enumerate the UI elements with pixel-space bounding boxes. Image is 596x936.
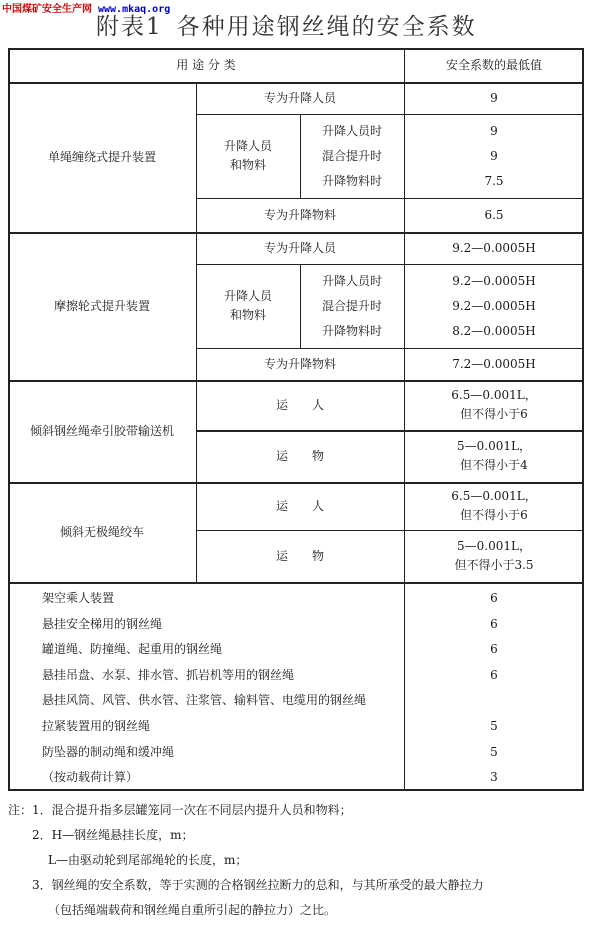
factor-value: 9 <box>490 148 498 163</box>
single-mixed-label <box>196 114 300 198</box>
friction-mixed-label <box>196 264 300 348</box>
single-material-value: 6.5 <box>484 207 504 222</box>
belt-goods-label: 运 物 <box>275 448 324 463</box>
factor-value: 9.2—0.0005H <box>452 298 536 313</box>
divider-row <box>196 430 584 432</box>
category-friction: 摩擦轮式提升装置 <box>53 298 150 313</box>
belt-people-value <box>404 380 584 430</box>
site-url[interactable]: www.mkaq.org <box>98 4 171 15</box>
factor-formula: 6.5—0.001L， <box>451 489 537 504</box>
divider-category-column <box>196 82 197 582</box>
misc-value: 3 <box>490 770 498 785</box>
divider-header <box>8 82 584 84</box>
mixed-label-line: 和物料 <box>229 158 266 172</box>
misc-value: 6 <box>490 667 498 682</box>
divider-row <box>196 348 584 349</box>
misc-value: 6 <box>490 642 498 657</box>
misc-label: 拉紧装置用的钢丝绳 <box>42 718 151 733</box>
note-line: 注：1．混合提升指多层罐笼同一次在不同层内提升人员和物料； <box>8 803 352 817</box>
divider-row <box>196 114 584 115</box>
condition-item: 升降人员时 <box>321 273 382 288</box>
border-outer-left <box>8 48 10 791</box>
misc-value: 6 <box>490 591 498 605</box>
divider-condition-column-1 <box>300 114 301 198</box>
factor-formula: 6.5—0.001L， <box>451 388 537 403</box>
mixed-label-line: 和物料 <box>229 308 266 322</box>
note-line: 3．钢丝绳的安全系数，等于实测的合格钢丝拉断力的总和，与其所承受的最大静拉力 <box>32 878 484 892</box>
condition-item: 混合提升时 <box>321 298 382 313</box>
misc-values <box>404 586 584 791</box>
belt-goods-value <box>404 430 584 482</box>
border-outer-bottom <box>8 789 584 791</box>
divider-condition-column-2 <box>300 264 301 348</box>
category-single-rope: 单绳缠绕式提升装置 <box>47 149 156 164</box>
divider-section <box>8 380 584 382</box>
title-number: 附表1 <box>96 14 163 40</box>
factor-minimum: 但不得小于4 <box>460 458 528 472</box>
misc-label: 悬挂风筒、风管、供水管、注浆管、输料管、电缆用的钢丝绳 <box>42 693 367 708</box>
page-title <box>96 8 477 41</box>
misc-label: 悬挂安全梯用的钢丝绳 <box>42 616 163 631</box>
winch-goods-value <box>404 530 584 582</box>
factor-value: 9.2—0.0005H <box>452 273 536 288</box>
single-material-label: 专为升降物料 <box>263 207 336 222</box>
divider-row <box>196 264 584 265</box>
friction-personnel-label: 专为升降人员 <box>263 240 336 255</box>
winch-people-value <box>404 482 584 530</box>
table-notes <box>8 798 592 923</box>
friction-mixed-values <box>404 264 584 348</box>
friction-personnel-value: 9.2—0.0005H <box>452 240 536 255</box>
divider-section <box>8 232 584 234</box>
factor-value: 7.5 <box>484 173 504 188</box>
mixed-label-line: 升降人员 <box>223 289 272 304</box>
single-personnel-label: 专为升降人员 <box>263 90 336 105</box>
condition-item: 升降物料时 <box>321 323 382 338</box>
misc-labels <box>42 586 404 791</box>
single-mixed-conditions <box>300 114 404 198</box>
winch-goods-label: 运 物 <box>275 548 324 563</box>
divider-row <box>196 198 584 199</box>
friction-material-label: 专为升降物料 <box>263 356 336 371</box>
misc-label: 罐道绳、防撞绳、起重用的钢丝绳 <box>42 642 223 657</box>
misc-label: 防坠器的制动绳和缓冲绳 <box>42 744 175 759</box>
belt-people-label: 运 人 <box>275 397 324 412</box>
divider-row <box>196 530 584 531</box>
factor-minimum: 但不得小于6 <box>460 407 528 421</box>
factor-value: 9 <box>490 123 498 138</box>
header-factor: 安全系数的最低值 <box>445 57 542 72</box>
note-line: （包括绳端载荷和钢丝绳自重所引起的静拉力）之比。 <box>48 903 337 917</box>
friction-mixed-conditions <box>300 264 404 348</box>
misc-value: 5 <box>490 718 498 733</box>
factor-formula: 5—0.001L， <box>457 439 531 454</box>
category-belt-conveyor: 倾斜钢丝绳牵引胶带输送机 <box>29 423 174 438</box>
divider-section <box>8 482 584 484</box>
note-line: 2．H—钢丝绳悬挂长度，m； <box>32 828 194 842</box>
factor-minimum: 但不得小于3.5 <box>454 558 534 572</box>
mixed-label-line: 升降人员 <box>223 139 272 154</box>
factor-formula: 5—0.001L， <box>457 539 531 554</box>
single-mixed-values <box>404 114 584 198</box>
misc-label: 架空乘人装置 <box>42 591 115 605</box>
category-winch: 倾斜无极绳绞车 <box>59 524 144 539</box>
border-outer-right <box>582 48 584 791</box>
note-line: L—由驱动轮到尾部绳轮的长度，m； <box>48 853 248 867</box>
condition-item: 混合提升时 <box>321 148 382 163</box>
header-usage: 用 途 分 类 <box>176 57 236 72</box>
condition-item: 升降人员时 <box>321 123 382 138</box>
condition-item: 升降物料时 <box>321 173 382 188</box>
safety-factor-table <box>8 48 584 791</box>
friction-material-value: 7.2—0.0005H <box>452 356 536 371</box>
misc-value: 5 <box>490 744 498 759</box>
misc-label: 悬挂吊盘、水泵、排水管、抓岩机等用的钢丝绳 <box>42 667 295 682</box>
factor-minimum: 但不得小于6 <box>460 508 528 522</box>
divider-section <box>8 582 584 584</box>
misc-label: （按动载荷计算） <box>42 770 139 785</box>
winch-people-label: 运 人 <box>275 498 324 513</box>
border-outer-top <box>8 48 584 50</box>
site-name: 中国煤矿安全生产网 <box>2 4 92 15</box>
misc-value: 6 <box>490 616 498 631</box>
title-text: 各种用途钢丝绳的安全系数 <box>176 14 477 40</box>
factor-value: 8.2—0.0005H <box>452 323 536 338</box>
single-personnel-value: 9 <box>490 90 498 105</box>
divider-value-column <box>404 48 405 791</box>
